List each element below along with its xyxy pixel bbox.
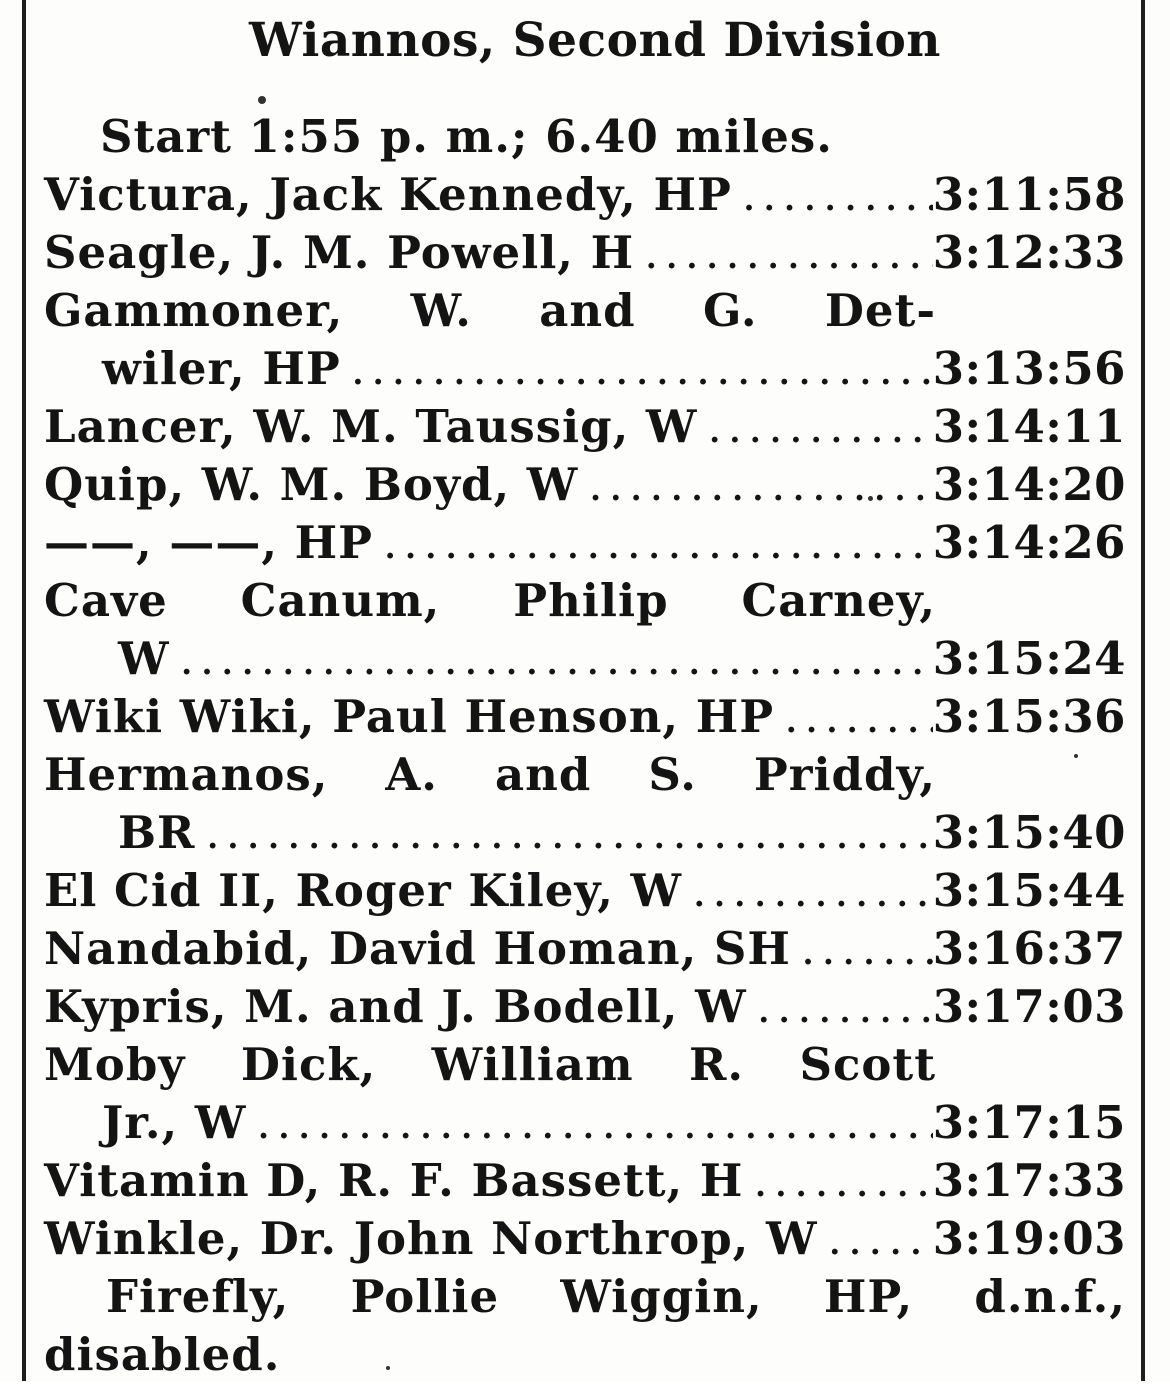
result-row	[44, 224, 1126, 282]
result-row	[44, 630, 1126, 688]
race-start-info: Start 1:55 p. m.; 6.40 miles.	[100, 110, 833, 163]
result-row	[44, 920, 1126, 978]
finish-time: 3:11:58	[932, 168, 1126, 221]
boat-entry: Vitamin D, R. F. Bassett, H	[44, 1154, 744, 1207]
dot-leader	[747, 978, 933, 1036]
dot-leader	[578, 456, 932, 514]
boat-entry-line1: Hermanos, A. and S. Priddy,	[44, 748, 936, 801]
section-heading: Wiannos, Second Division	[249, 13, 941, 68]
boat-entry: ——, ——, HP	[44, 516, 374, 569]
boat-entry-line2: W	[118, 632, 170, 685]
finish-time: 3:13:56	[932, 342, 1126, 395]
finish-time: 3:15:36	[932, 690, 1126, 743]
boat-entry-line1: Gammoner, W. and G. Det-	[44, 284, 936, 337]
column-rule-right	[1141, 0, 1145, 1381]
boat-entry: Lancer, W. M. Taussig, W	[44, 400, 698, 453]
ink-speck	[386, 1366, 390, 1370]
dot-leader	[246, 1094, 932, 1152]
dnf-note-line1: Firefly, Pollie Wiggin, HP, d.n.f.,	[106, 1270, 1126, 1323]
boat-entry: Kypris, M. and J. Bodell, W	[44, 980, 747, 1033]
finish-time: 3:19:03	[932, 1212, 1126, 1265]
boat-entry: Wiki Wiki, Paul Henson, HP	[44, 690, 775, 743]
result-row	[44, 340, 1126, 398]
result-row	[44, 804, 1126, 862]
ink-speck	[1074, 754, 1078, 758]
dot-leader	[818, 1210, 933, 1268]
finish-time: 3:15:40	[932, 806, 1126, 859]
dot-leader	[791, 920, 933, 978]
result-row	[44, 1152, 1126, 1210]
finish-time: 3:14:26	[932, 516, 1126, 569]
results-column	[44, 10, 1126, 1384]
boat-entry: El Cid II, Roger Kiley, W	[44, 864, 683, 917]
results-list	[44, 166, 1126, 1384]
boat-entry-line2: BR	[118, 806, 196, 859]
column-rule-left	[22, 0, 26, 1381]
result-row	[44, 862, 1126, 920]
dot-leader	[634, 224, 933, 282]
boat-entry-line1: Cave Canum, Philip Carney,	[44, 574, 936, 627]
result-row	[44, 1094, 1126, 1152]
finish-time: 3:15:44	[932, 864, 1126, 917]
dnf-note-line2: disabled.	[44, 1328, 281, 1381]
ink-speck	[868, 496, 873, 501]
boat-entry-line1: Moby Dick, William R. Scott	[44, 1038, 936, 1091]
dot-leader	[774, 688, 933, 746]
result-row	[44, 688, 1126, 746]
dot-leader	[743, 1152, 932, 1210]
boat-entry-line2: Jr., W	[102, 1096, 247, 1149]
result-row	[44, 1210, 1126, 1268]
finish-time: 3:17:15	[932, 1096, 1126, 1149]
dot-leader	[682, 862, 933, 920]
boat-entry: Quip, W. M. Boyd, W	[44, 458, 579, 511]
result-row	[44, 456, 1126, 514]
finish-time: 3:14:11	[932, 400, 1126, 453]
dot-leader	[373, 514, 933, 572]
dot-leader	[195, 804, 932, 862]
dot-leader	[170, 630, 933, 688]
dot-leader	[697, 398, 932, 456]
finish-time: 3:14:20	[932, 458, 1126, 511]
boat-entry: Winkle, Dr. John Northrop, W	[44, 1212, 818, 1265]
result-row	[44, 514, 1126, 572]
result-row	[44, 978, 1126, 1036]
ink-speck	[258, 96, 266, 104]
finish-time: 3:15:24	[932, 632, 1126, 685]
finish-time: 3:12:33	[932, 226, 1126, 279]
boat-entry: Victura, Jack Kennedy, HP	[44, 168, 732, 221]
finish-time: 3:16:37	[932, 922, 1126, 975]
finish-time: 3:17:33	[932, 1154, 1126, 1207]
dot-leader	[341, 340, 933, 398]
boat-entry-line2: wiler, HP	[102, 342, 341, 395]
result-row	[44, 166, 1126, 224]
boat-entry: Nandabid, David Homan, SH	[44, 922, 791, 975]
dot-leader	[732, 166, 933, 224]
finish-time: 3:17:03	[932, 980, 1126, 1033]
boat-entry: Seagle, J. M. Powell, H	[44, 226, 635, 279]
result-row	[44, 398, 1126, 456]
